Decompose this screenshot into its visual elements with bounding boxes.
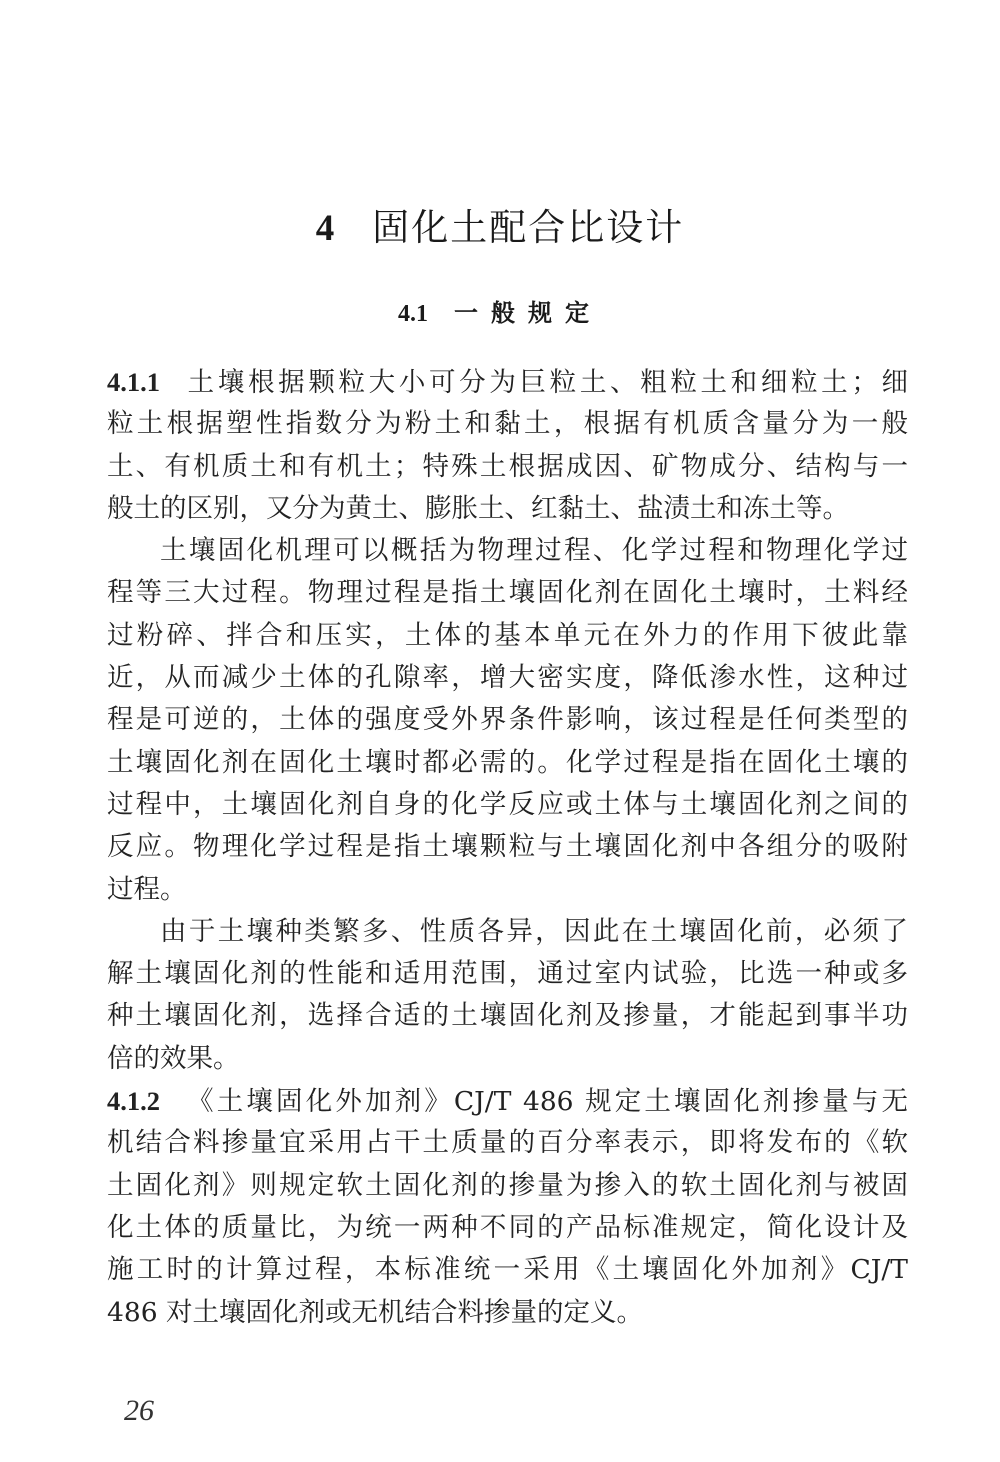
section-number: 4.1: [398, 301, 428, 327]
text-line: 486 对土壤固化剂或无机结合料掺量的定义。: [107, 1296, 644, 1328]
text-line: 倍的效果。: [107, 1042, 240, 1074]
text-line: 反应。物理化学过程是指土壤颗粒与土壤固化剂中各组分的吸附: [107, 831, 908, 863]
clause-number: 4.1.1: [107, 367, 160, 397]
section-title-text: 一般规定: [454, 298, 602, 327]
text-line: 施工时的计算过程，本标准统一采用《土壤固化外加剂》CJ/T: [107, 1254, 908, 1286]
text-line: 过程。: [107, 873, 187, 905]
text-line: 机结合料掺量宜采用占干土质量的百分率表示，即将发布的《软: [107, 1127, 908, 1159]
text-line: 般土的区别，又分为黄土、膨胀土、红黏土、盐渍土和冻土等。: [107, 492, 849, 524]
page-number: 26: [124, 1394, 154, 1427]
text-line: 土壤固化剂在固化土壤时都必需的。化学过程是指在固化土壤的: [107, 746, 908, 778]
text-line: 近，从而减少土体的孔隙率，增大密实度，降低渗水性，这种过: [107, 662, 908, 694]
body-text: [107, 361, 908, 1334]
text-line: 过程中，土壤固化剂自身的化学反应或土体与土壤固化剂之间的: [107, 788, 908, 820]
text-line: 土、有机质土和有机土；特殊土根据成因、矿物成分、结构与一: [107, 450, 908, 482]
chapter-number: 4: [315, 208, 337, 249]
text-line: 由于土壤种类繁多、性质各异，因此在土壤固化前，必须了: [160, 915, 908, 947]
text-line: [107, 1080, 908, 1122]
line-text: 土壤根据颗粒大小可分为巨粒土、粗粒土和细粒土；细: [184, 367, 908, 398]
line-text: 《土壤固化外加剂》CJ/T 486 规定土壤固化剂掺量与无: [184, 1086, 908, 1118]
clause-number: 4.1.2: [107, 1086, 160, 1117]
text-line: 程是可逆的，土体的强度受外界条件影响，该过程是任何类型的: [107, 704, 908, 736]
text-line: [107, 361, 908, 403]
text-line: 粒土根据塑性指数分为粉土和黏土，根据有机质含量分为一般: [107, 408, 908, 440]
text-line: 土壤固化机理可以概括为物理过程、化学过程和物理化学过: [160, 535, 908, 567]
chapter-title-text: 固化土配合比设计: [372, 206, 685, 249]
text-line: 解土壤固化剂的性能和适用范围，通过室内试验，比选一种或多: [107, 958, 908, 990]
text-line: 程等三大过程。物理过程是指土壤固化剂在固化土壤时，土料经: [107, 577, 908, 609]
text-line: 化土体的质量比，为统一两种不同的产品标准规定，简化设计及: [107, 1211, 908, 1243]
text-line: 土固化剂》则规定软土固化剂的掺量为掺入的软土固化剂与被固: [107, 1169, 908, 1201]
chapter-title: [0, 203, 1000, 254]
text-line: 过粉碎、拌合和压实，土体的基本单元在外力的作用下彼此靠: [107, 619, 908, 651]
section-title: [0, 295, 1000, 332]
text-line: 种土壤固化剂，选择合适的土壤固化剂及掺量，才能起到事半功: [107, 1000, 908, 1032]
